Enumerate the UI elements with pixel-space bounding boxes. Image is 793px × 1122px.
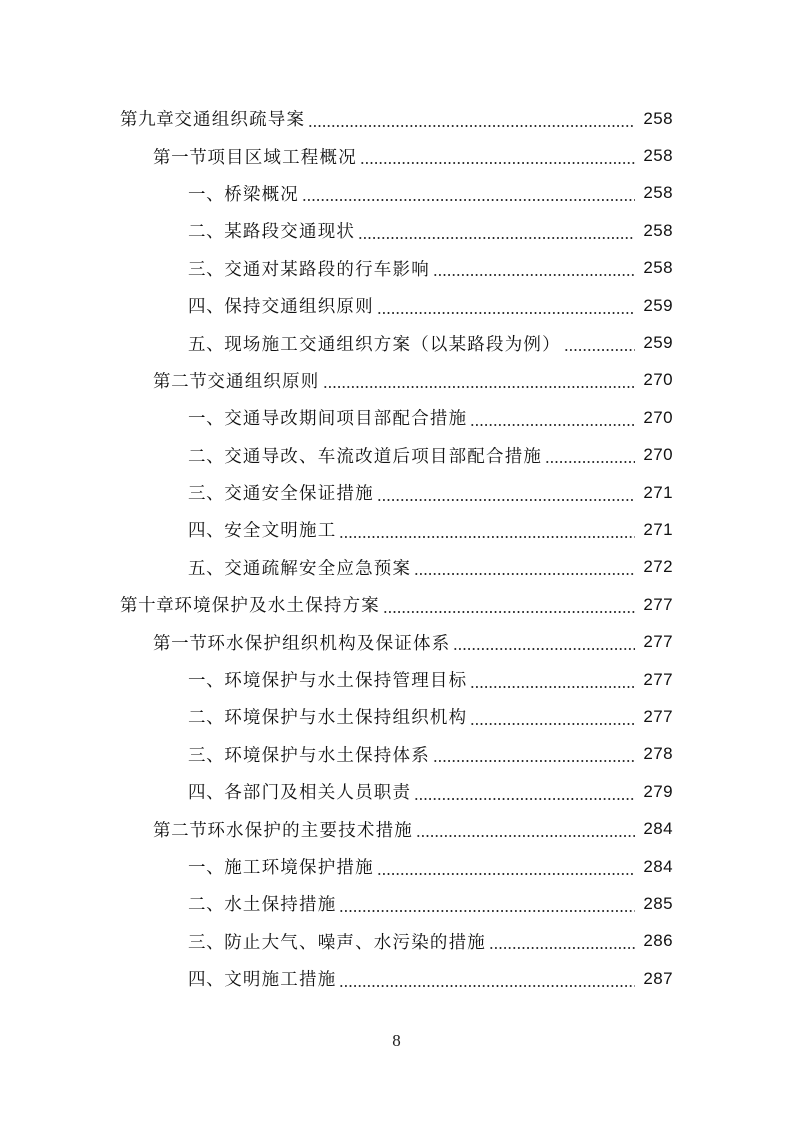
toc-entry[interactable] (0, 212, 793, 249)
toc-entry-page: 277 (643, 706, 673, 726)
toc-entry-title: 交通对某路段的行车影响 (224, 259, 430, 280)
toc-entry-page: 277 (643, 632, 673, 652)
toc-entry-page: 270 (643, 445, 673, 465)
toc-entry[interactable] (0, 549, 793, 586)
toc-entry-title: 安全文明施工 (224, 521, 337, 542)
toc-leader-dots (377, 484, 635, 502)
toc-leader-dots (470, 708, 635, 726)
toc-leader-dots (564, 334, 635, 352)
toc-entry-number: 三、 (188, 484, 225, 505)
toc-leader-dots (453, 633, 635, 651)
toc-entry[interactable] (0, 698, 793, 735)
toc-entry-number: 二、 (188, 708, 225, 729)
toc-entry-page: 259 (643, 333, 673, 353)
toc-entry-number: 三、 (188, 932, 225, 953)
toc-entry-title: 环境保护与水土保持管理目标 (224, 671, 468, 692)
toc-leader-dots (433, 745, 635, 763)
toc-leader-dots (470, 671, 635, 689)
toc-entry[interactable] (0, 810, 793, 847)
toc-entry-number: 四、 (188, 783, 225, 804)
toc-entry[interactable] (0, 250, 793, 287)
toc-entry-title: 项目区域工程概况 (207, 147, 357, 168)
toc-entry-page: 259 (643, 295, 673, 315)
toc-entry-number: 二、 (188, 222, 225, 243)
toc-leader-dots (339, 970, 635, 988)
toc-entry[interactable] (0, 324, 793, 361)
toc-entry-number: 三、 (188, 745, 225, 766)
toc-entry-page: 285 (643, 893, 673, 913)
toc-entry[interactable] (0, 885, 793, 922)
toc-entry-page: 287 (643, 968, 673, 988)
toc-entry-number: 四、 (188, 970, 225, 991)
toc-entry[interactable] (0, 848, 793, 885)
toc-entry-title: 环水保护的主要技术措施 (207, 820, 414, 841)
toc-entry-title: 交通组织疏导案 (174, 110, 306, 131)
toc-entry-title: 环境保护及水土保持方案 (174, 596, 381, 617)
toc-entry-page: 271 (643, 482, 673, 502)
toc-entry-page: 272 (643, 557, 673, 577)
toc-entry[interactable] (0, 736, 793, 773)
toc-entry-page: 277 (643, 594, 673, 614)
toc-entry-page: 258 (643, 146, 673, 166)
toc-entry-number: 第二节 (153, 820, 208, 841)
toc-leader-dots (470, 409, 635, 427)
toc-entry[interactable] (0, 287, 793, 324)
toc-entry-number: 五、 (188, 334, 225, 355)
table-of-contents (0, 100, 793, 997)
toc-entry-page: 258 (643, 258, 673, 278)
toc-entry[interactable] (0, 137, 793, 174)
toc-entry[interactable] (0, 474, 793, 511)
toc-entry[interactable] (0, 586, 793, 623)
toc-leader-dots (302, 184, 635, 202)
toc-entry-number: 一、 (188, 184, 225, 205)
toc-entry[interactable] (0, 661, 793, 698)
toc-leader-dots (414, 783, 635, 801)
toc-entry[interactable] (0, 399, 793, 436)
toc-entry-number: 二、 (188, 446, 225, 467)
toc-leader-dots (416, 820, 635, 838)
toc-entry-number: 四、 (188, 521, 225, 542)
toc-leader-dots (358, 222, 635, 240)
toc-entry-page: 258 (643, 183, 673, 203)
toc-entry-title: 施工环境保护措施 (224, 858, 374, 878)
toc-entry[interactable] (0, 623, 793, 660)
toc-entry-title: 桥梁概况 (224, 184, 300, 205)
toc-entry[interactable] (0, 923, 793, 960)
toc-entry-page: 284 (643, 819, 673, 839)
toc-leader-dots (489, 932, 635, 950)
toc-entry[interactable] (0, 437, 793, 474)
toc-leader-dots (377, 297, 635, 315)
toc-entry-title: 现场施工交通组织方案（以某路段为例） (224, 334, 561, 355)
toc-entry[interactable] (0, 175, 793, 212)
toc-entry-page: 278 (643, 744, 673, 764)
toc-entry-title: 防止大气、噪声、水污染的措施 (224, 932, 487, 953)
toc-entry-number: 第二节 (153, 371, 208, 392)
toc-entry-title: 某路段交通现状 (224, 222, 356, 243)
toc-entry[interactable] (0, 511, 793, 548)
toc-entry-page: 270 (643, 370, 673, 390)
toc-entry-title: 交通安全保证措施 (224, 484, 374, 505)
toc-entry-number: 第一节 (153, 147, 208, 168)
toc-entry-number: 五、 (188, 558, 225, 579)
toc-entry-number: 第一节 (153, 633, 208, 654)
toc-entry[interactable] (0, 773, 793, 810)
toc-entry-title: 环境保护与水土保持体系 (224, 745, 430, 766)
toc-entry-page: 284 (643, 856, 673, 876)
toc-entry[interactable] (0, 100, 793, 137)
toc-leader-dots (545, 446, 635, 464)
toc-entry-title: 交通疏解安全应急预案 (224, 558, 412, 579)
toc-leader-dots (360, 147, 635, 165)
toc-leader-dots (308, 110, 635, 128)
toc-entry-title: 环境保护与水土保持组织机构 (224, 708, 468, 729)
toc-entry-number: 三、 (188, 259, 225, 280)
toc-entry-number: 第十章 (120, 596, 175, 617)
toc-entry-page: 286 (643, 931, 673, 951)
toc-leader-dots (433, 259, 635, 277)
toc-entry-title: 环水保护组织机构及保证体系 (207, 633, 451, 654)
toc-entry-title: 交通组织原则 (207, 371, 320, 392)
toc-entry-title: 文明施工措施 (224, 970, 337, 991)
toc-leader-dots (323, 371, 635, 389)
toc-entry-title: 各部门及相关人员职责 (224, 783, 412, 804)
toc-leader-dots (377, 858, 635, 876)
toc-entry-number: 一、 (188, 671, 225, 692)
toc-leader-dots (339, 521, 635, 539)
toc-entry-title: 保持交通组织原则 (224, 297, 374, 318)
toc-entry-page: 270 (643, 407, 673, 427)
toc-entry-number: 第九章 (120, 110, 175, 131)
toc-leader-dots (339, 895, 635, 913)
toc-entry[interactable] (0, 960, 793, 997)
page-number: 8 (392, 1031, 401, 1050)
toc-entry-title: 交通导改期间项目部配合措施 (224, 409, 468, 430)
toc-leader-dots (383, 596, 635, 614)
toc-entry-page: 277 (643, 669, 673, 689)
toc-entry-page: 258 (643, 108, 673, 128)
toc-entry-page: 279 (643, 781, 673, 801)
toc-entry-number: 一、 (188, 409, 225, 430)
toc-leader-dots (414, 558, 635, 576)
toc-entry-number: 四、 (188, 297, 225, 318)
toc-entry-page: 271 (643, 519, 673, 539)
toc-entry-title: 水土保持措施 (224, 895, 337, 916)
toc-entry-number: 二、 (188, 895, 225, 916)
toc-entry-page: 258 (643, 220, 673, 240)
toc-entry-number: 一、 (188, 858, 225, 878)
toc-entry-title: 交通导改、车流改道后项目部配合措施 (224, 446, 543, 467)
toc-entry[interactable] (0, 362, 793, 399)
